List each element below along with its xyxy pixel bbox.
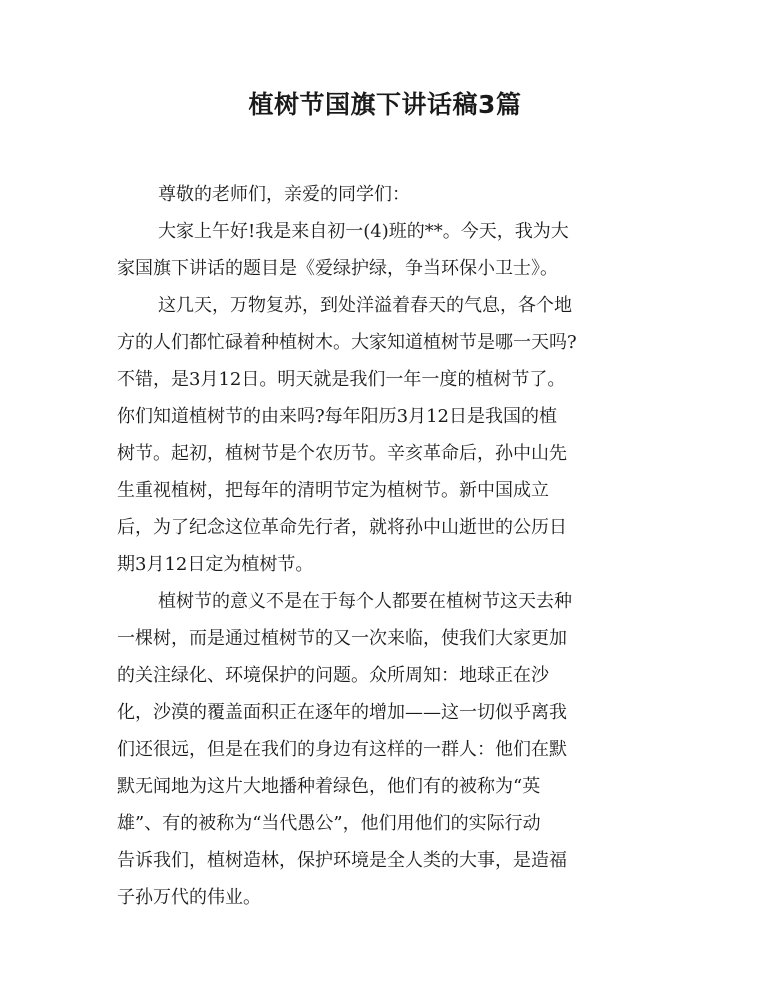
- paragraph-1-line-1: 大家上午好!我是来自初一(4)班的**。今天，我为大: [158, 221, 569, 242]
- paragraph-2-line-6: 生重视植树，把每年的清明节定为植树节。新中国成立: [117, 480, 549, 501]
- paragraph-3-line-9: 子孙万代的伟业。: [117, 887, 261, 908]
- paragraph-3-line-4: 化，沙漠的覆盖面积正在逐年的增加——这一切似乎离我: [117, 702, 567, 723]
- paragraph-3-line-6: 默无闻地为这片大地播种着绿色，他们有的被称为“英: [117, 776, 541, 797]
- document-title: 植树节国旗下讲话稿3篇: [248, 90, 522, 119]
- paragraph-2-line-8: 期3月12日定为植树节。: [117, 554, 314, 575]
- paragraph-3-line-7: 雄”、有的被称为“当代愚公”，他们用他们的实际行动: [117, 813, 541, 834]
- paragraph-2-line-1: 这几天，万物复苏，到处洋溢着春天的气息，各个地: [158, 295, 572, 316]
- paragraph-2-line-7: 后，为了纪念这位革命先行者，就将孙中山逝世的公历日: [117, 517, 567, 538]
- paragraph-3-line-5: 们还很远，但是在我们的身边有这样的一群人：他们在默: [117, 739, 567, 760]
- paragraph-1-line-2: 家国旗下讲话的题目是《爱绿护绿，争当环保小卫士》。: [117, 258, 558, 279]
- paragraph-3-line-2: 一棵树，而是通过植树节的又一次来临，使我们大家更加: [117, 628, 567, 649]
- paragraph-2-line-2: 方的人们都忙碌着种植树木。大家知道植树节是哪一天吗?: [117, 332, 577, 353]
- document-body: [117, 176, 641, 916]
- paragraph-2-line-5: 树节。起初，植树节是个农历节。辛亥革命后，孙中山先: [117, 443, 567, 464]
- paragraph-2-line-3: 不错，是3月12日。明天就是我们一年一度的植树节了。: [117, 369, 566, 390]
- paragraph-3-line-1: 植树节的意义不是在于每个人都要在植树节这天去种: [158, 591, 572, 612]
- salutation-line: 尊敬的老师们，亲爱的同学们：: [158, 184, 410, 205]
- paragraph-3-line-8: 告诉我们，植树造林，保护环境是全人类的大事，是造福: [117, 850, 567, 871]
- paragraph-2-line-4: 你们知道植树节的由来吗?每年阳历3月12日是我国的植: [117, 406, 558, 427]
- paragraph-3-line-3: 的关注绿化、环境保护的问题。众所周知：地球正在沙: [117, 665, 549, 686]
